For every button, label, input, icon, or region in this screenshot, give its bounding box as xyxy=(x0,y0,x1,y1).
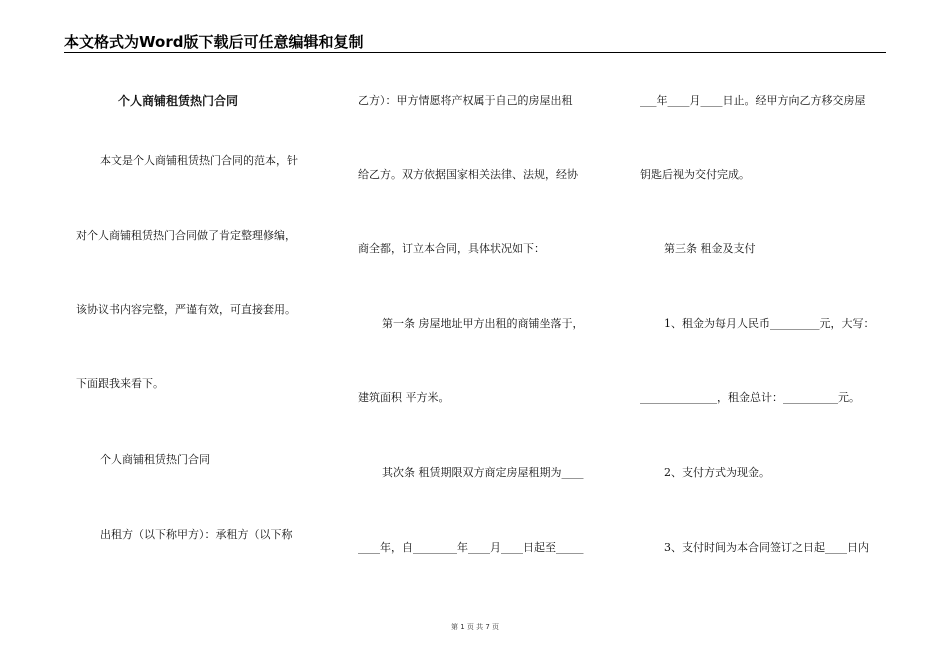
text-line: 乙方）：甲方情愿将产权属于自己的房屋出租 xyxy=(358,94,573,107)
text-line: 1、租金为每月人民币_________元，大写： xyxy=(664,317,875,330)
text-line: 本文是个人商铺租赁热门合同的范本，针 xyxy=(100,154,298,167)
text-line: ___年____月____日止。经甲方向乙方移交房屋 xyxy=(640,94,866,107)
text-line: 建筑面积 平方米。 xyxy=(358,391,450,404)
text-line: 给乙方。双方依据国家相关法律、法规，经协 xyxy=(358,168,578,181)
text-line: 3、支付时间为本合同签订之日起____日内 xyxy=(664,541,869,554)
text-line: 钥匙后视为交付完成。 xyxy=(640,168,750,181)
column-3 xyxy=(636,0,886,672)
text-line: 下面跟我来看下。 xyxy=(76,377,164,390)
text-line: ____年，自________年____月____日起至_____ xyxy=(358,541,584,554)
header-title: 本文格式为Word版下载后可任意编辑和复制 xyxy=(64,33,364,51)
text-line: 该协议书内容完整，严谨有效，可直接套用。 xyxy=(76,303,296,316)
text-line: 商全都，订立本合同，具体状况如下： xyxy=(358,242,545,255)
text-line: 第三条 租金及支付 xyxy=(664,242,756,255)
text-line: 出租方（以下称甲方）：承租方（以下称 xyxy=(100,528,293,541)
document-title: 个人商铺租赁热门合同 xyxy=(118,94,239,108)
column-2 xyxy=(356,0,606,672)
text-line: 对个人商铺租赁热门合同做了肯定整理修编， xyxy=(76,229,296,242)
column-1 xyxy=(64,0,326,672)
page-number: 第 1 页 共 7 页 xyxy=(450,623,500,631)
text-line: 第一条 房屋地址甲方出租的商铺坐落于， xyxy=(382,317,584,330)
text-line: 2、支付方式为现金。 xyxy=(664,466,770,479)
text-line: ______________，租金总计：__________元。 xyxy=(640,391,860,404)
text-line: 个人商铺租赁热门合同 xyxy=(100,453,210,466)
text-line: 其次条 租赁期限双方商定房屋租期为____ xyxy=(382,466,584,479)
